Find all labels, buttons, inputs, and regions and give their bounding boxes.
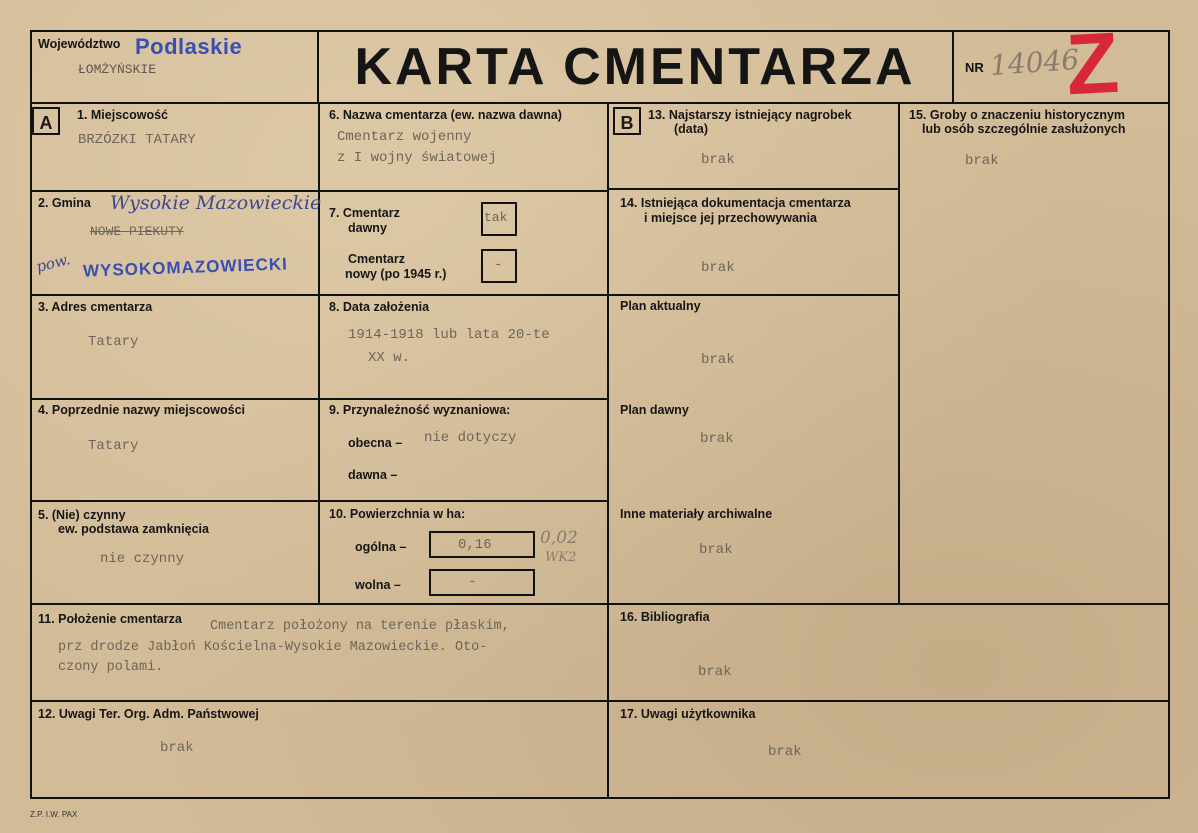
field-2-label: 2. Gmina bbox=[38, 196, 91, 210]
field-16-value: brak bbox=[698, 664, 732, 680]
nr-label: NR bbox=[965, 60, 984, 75]
field-7-label-1b: dawny bbox=[348, 221, 387, 235]
field-6-label: 6. Nazwa cmentarza (ew. nazwa dawna) bbox=[329, 108, 562, 122]
field-14-value: brak bbox=[701, 260, 735, 276]
header-sep-1 bbox=[317, 30, 319, 104]
wojewodztwo-typed: ŁOMŻYŃSKIE bbox=[78, 62, 157, 77]
field-10-ogolna-hand-2: WK2 bbox=[545, 550, 577, 565]
col-sep-b bbox=[607, 102, 609, 797]
field-5-label-1: 5. (Nie) czynny bbox=[38, 508, 126, 522]
field-7-label-2a: Cmentarz bbox=[348, 252, 405, 266]
field-10-ogolna-hand: 0,02 bbox=[540, 528, 578, 548]
field-8-value-2: XX w. bbox=[368, 350, 411, 366]
plan-dawny-value: brak bbox=[700, 431, 734, 447]
plan-dawny-label: Plan dawny bbox=[620, 403, 689, 417]
field-15-label-1: 15. Groby o znaczeniu historycznym bbox=[909, 108, 1126, 122]
field-11-value-2: prz drodze Jabłoń Kościelna-Wysokie Mazowieckie. Oto- bbox=[58, 640, 488, 655]
field-9-obecna-value: nie dotyczy bbox=[424, 430, 517, 446]
field-8-label: 8. Data założenia bbox=[329, 300, 430, 314]
field-3-label: 3. Adres cmentarza bbox=[38, 300, 153, 314]
wojewodztwo-label: Województwo bbox=[38, 37, 121, 51]
header-divider bbox=[30, 102, 1170, 104]
field-1-value: BRZÓZKI TATARY bbox=[78, 132, 196, 148]
plan-aktualny-label: Plan aktualny bbox=[620, 299, 701, 313]
field-12-label: 12. Uwagi Ter. Org. Adm. Państwowej bbox=[38, 707, 259, 721]
field-10-label: 10. Powierzchnia w ha: bbox=[329, 507, 466, 521]
field-7-value-2: - bbox=[494, 257, 503, 273]
field-7-value-1: tak bbox=[484, 210, 508, 225]
row-line-5 bbox=[30, 603, 1170, 605]
field-2-hand-value: Wysokie Mazowieckie bbox=[110, 192, 322, 214]
col-sep-c bbox=[898, 102, 900, 604]
wojewodztwo-stamp: Podlaskie bbox=[135, 34, 243, 59]
field-10-ogolna-value: 0,16 bbox=[458, 537, 492, 553]
field-17-label: 17. Uwagi użytkownika bbox=[620, 707, 756, 721]
inne-materialy-value: brak bbox=[699, 542, 733, 558]
field-7-label-1a: 7. Cmentarz bbox=[329, 206, 400, 220]
field-7-label-2b: nowy (po 1945 r.) bbox=[345, 267, 447, 281]
section-a-box: A bbox=[32, 107, 60, 135]
field-11-value-1: Cmentarz położony na terenie płaskim, bbox=[210, 619, 510, 634]
field-10-ogolna-label: ogólna – bbox=[355, 540, 407, 554]
card-title: KARTA CMENTARZA bbox=[354, 38, 916, 96]
row-line-3 bbox=[30, 398, 608, 400]
field-15-label-2: lub osób szczególnie zasłużonych bbox=[922, 122, 1126, 136]
field-13-label-2: (data) bbox=[674, 122, 709, 136]
inne-materialy-label: Inne materiały archiwalne bbox=[620, 507, 773, 521]
b-row-line-2 bbox=[607, 294, 899, 296]
field-5-value: nie czynny bbox=[100, 551, 185, 567]
field-6-value-1: Cmentarz wojenny bbox=[337, 129, 472, 145]
field-2-pow-hand: pow. bbox=[34, 250, 73, 276]
field-2-struck-value: NOWE PIEKUTY bbox=[90, 224, 184, 239]
field-5-label-2: ew. podstawa zamknięcia bbox=[58, 522, 209, 536]
field-1-label: 1. Miejscowość bbox=[77, 108, 169, 122]
field-16-label: 16. Bibliografia bbox=[620, 610, 710, 624]
col-sep-a bbox=[318, 102, 320, 604]
field-9-label: 9. Przynależność wyznaniowa: bbox=[329, 403, 511, 417]
field-12-value: brak bbox=[160, 740, 194, 756]
b-row-line-1 bbox=[607, 188, 899, 190]
field-4-label: 4. Poprzednie nazwy miejscowości bbox=[38, 403, 246, 417]
printer-imprint: Z.P. I.W. PAX bbox=[30, 810, 78, 819]
red-z-mark: Z bbox=[1063, 14, 1122, 114]
field-11-label: 11. Położenie cmentarza bbox=[38, 612, 182, 626]
frame-right bbox=[1168, 30, 1170, 799]
field-9-obecna-label: obecna – bbox=[348, 436, 403, 450]
field-10-wolna-value: - bbox=[468, 574, 477, 590]
field-10-wolna-box bbox=[429, 569, 535, 596]
field-6-value-2: z I wojny światowej bbox=[337, 150, 497, 166]
field-13-label-1: 13. Najstarszy istniejący nagrobek bbox=[648, 108, 852, 122]
frame-left bbox=[30, 30, 32, 799]
field-4-value: Tatary bbox=[88, 438, 139, 454]
row-line-4 bbox=[30, 500, 608, 502]
field-14-label-2: i miejsce jej przechowywania bbox=[644, 211, 817, 225]
field-13-value: brak bbox=[701, 152, 735, 168]
row-line-6 bbox=[30, 700, 1170, 702]
field-8-value-1: 1914-1918 lub lata 20-te bbox=[348, 327, 550, 343]
field-10-wolna-label: wolna – bbox=[355, 578, 401, 592]
row-line-2 bbox=[30, 294, 608, 296]
section-b-box: B bbox=[613, 107, 641, 135]
field-3-value: Tatary bbox=[88, 334, 139, 350]
field-17-value: brak bbox=[768, 744, 802, 760]
header-sep-2 bbox=[952, 30, 954, 104]
frame-bottom bbox=[30, 797, 1170, 799]
field-11-value-3: czony polami. bbox=[58, 660, 164, 675]
field-15-value: brak bbox=[965, 153, 999, 169]
field-2-powiat-stamp: WYSOKOMAZOWIECKI bbox=[82, 254, 289, 281]
field-14-label-1: 14. Istniejąca dokumentacja cmentarza bbox=[620, 196, 851, 210]
field-9-dawna-label: dawna – bbox=[348, 468, 398, 482]
nr-value: 14046 bbox=[988, 42, 1081, 83]
plan-aktualny-value: brak bbox=[701, 352, 735, 368]
